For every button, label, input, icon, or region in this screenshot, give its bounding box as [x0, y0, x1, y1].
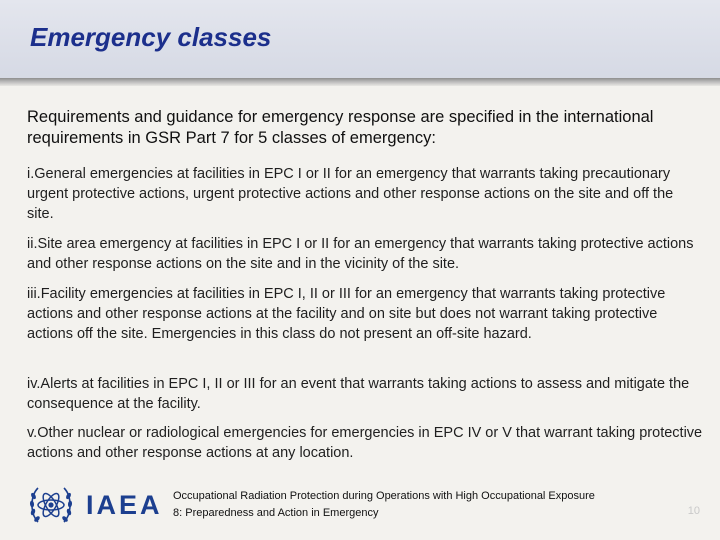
footer-course-title: [173, 488, 653, 522]
emergency-class-item-4: iv.Alerts at facilities in EPC I, II or III for an event that warrants taking actions to assess and mitigate the consequence at the facility.: [27, 376, 690, 412]
emergency-class-item-2: ii.Site area emergency at facilities in EPC I or II for an emergency that warrants taking protective actions and other response actions on the site and in the vicinity of the site.: [27, 236, 694, 272]
emergency-class-item-1: i.General emergencies at facilities in EPC I or II for an emergency that warrants taking precautionary urgent protective actions, urgent protective actions and other response actions on the site and off the site.: [27, 166, 674, 222]
emergency-class-item-5: v.Other nuclear or radiological emergencies for emergencies in EPC IV or V that warrant taking protective actions and other response actions at any location.: [27, 425, 703, 461]
footer-course-line-1: Occupational Radiation Protection during Operations with High Occupational Exposure: [173, 490, 595, 502]
slide-title: Emergency classes: [30, 22, 272, 52]
footer-course-line-2: 8: Preparedness and Action in Emergency: [173, 507, 379, 519]
header-divider: [0, 78, 720, 86]
intro-paragraph: Requirements and guidance for emergency response are specified in the international requirements in GSR Part 7 for 5 classes of emergency:: [27, 108, 654, 147]
iaea-atom-laurel-icon: [28, 482, 74, 528]
iaea-brand-text: IAEA: [86, 490, 163, 520]
emergency-class-item-3: iii.Facility emergencies at facilities in EPC I, II or III for an emergency that warrants taking protective actions and other response actions at the facility and on site but does not warrant taking protective actions off the site. Emergencies in this class do not present an off-site hazard.: [27, 286, 666, 342]
page-number: 10: [687, 505, 700, 517]
